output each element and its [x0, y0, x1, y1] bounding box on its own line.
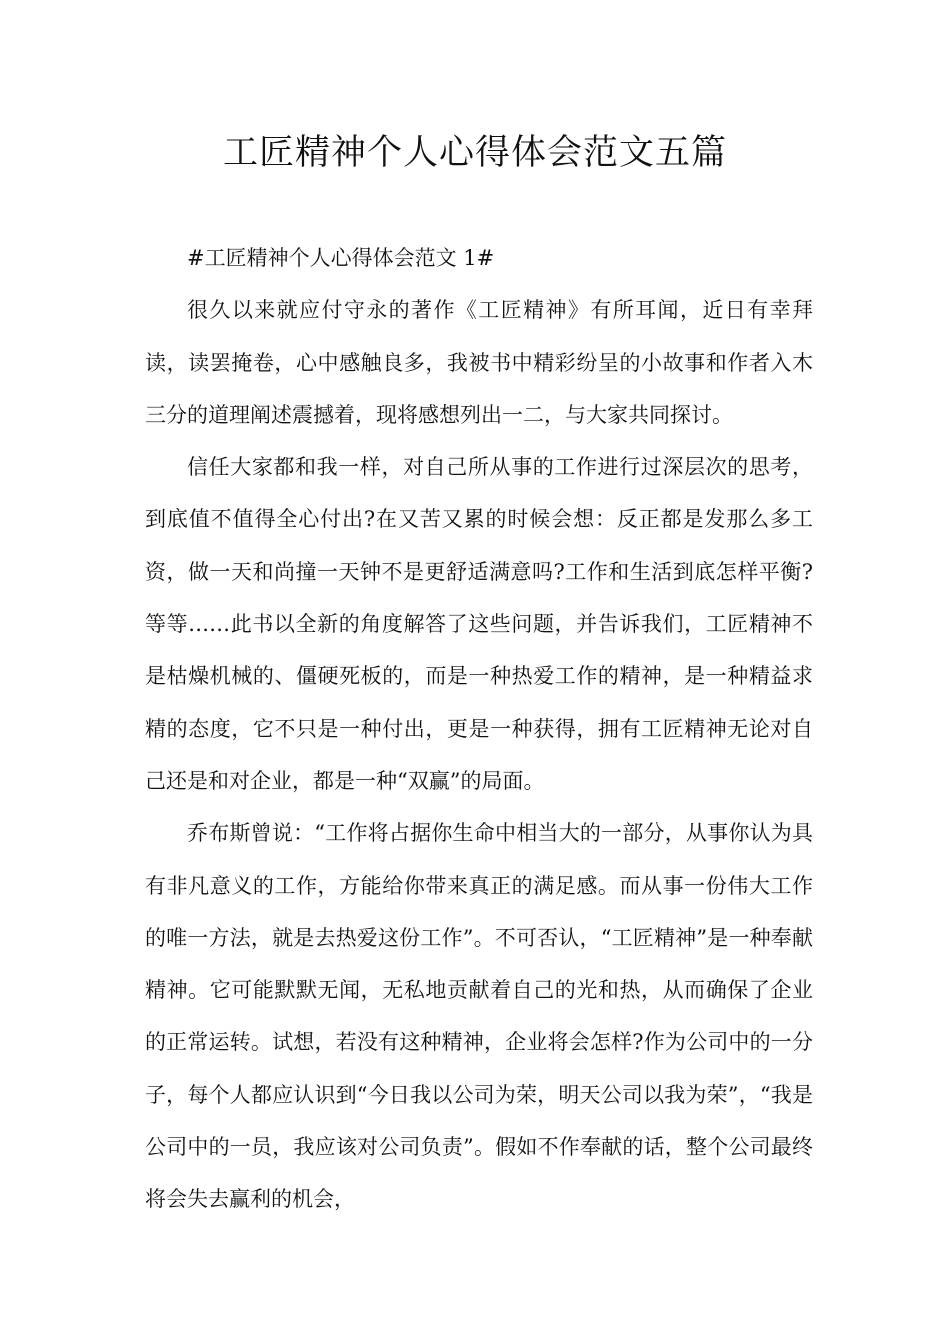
document-title: 工匠精神个人心得体会范文五篇: [222, 133, 727, 173]
section-heading: #工匠精神个人心得体会范文 1#: [187, 246, 495, 270]
document-body: [145, 232, 813, 1226]
paragraph: 很久以来就应付守永的著作《工匠精神》有所耳闻，近日有幸拜读，读罢掩卷，心中感触良多，我被书中精彩纷呈的小故事和作者入木三分的道理阐述震撼着，现将感想列出一二，与大家共同探讨。: [145, 298, 813, 427]
paragraph: 乔布斯曾说：“工作将占据你生命中相当大的一部分，从事你认为具有非凡意义的工作，方能给你带来真正的满足感。而从事一份伟大工作的唯一方法，就是去热爱这份工作”。不可否认，“工匠精神”是一种奉献精神。它可能默默无闻，无私地贡献着自己的光和热，从而确保了企业的正常运转。试想，若没有这种精神，企业将会怎样?作为公司中的一分子，每个人都应认识到“今日我以公司为荣，明天公司以我为荣”，“我是公司中的一员，我应该对公司负责”。假如不作奉献的话，整个公司最终将会失去赢利的机会，: [145, 821, 813, 1212]
paragraph: 信任大家都和我一样，对自己所从事的工作进行过深层次的思考，到底值不值得全心付出?在又苦又累的时候会想：反正都是发那么多工资，做一天和尚撞一天钟不是更舒适满意吗?工作和生活到底怎样平衡?等等……此书以全新的角度解答了这些问题，并告诉我们，工匠精神不是枯燥机械的、僵硬死板的，而是一种热爱工作的精神，是一种精益求精的态度，它不只是一种付出，更是一种获得，拥有工匠精神无论对自己还是和对企业，都是一种“双赢”的局面。: [145, 455, 813, 793]
